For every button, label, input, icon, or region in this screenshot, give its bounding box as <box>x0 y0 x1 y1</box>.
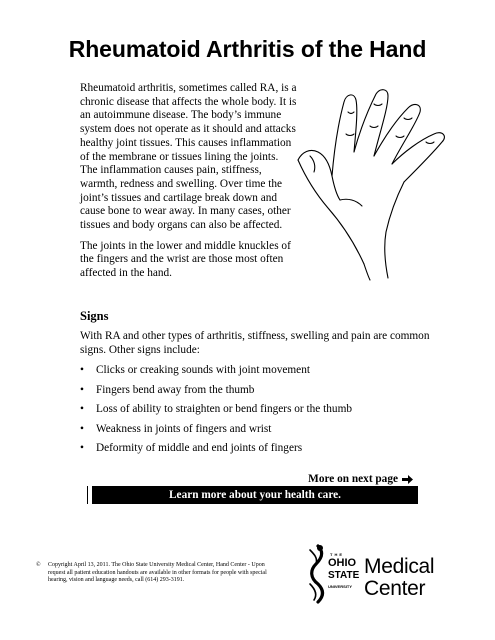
learn-more-banner: Learn more about your health care. <box>88 486 418 504</box>
intro-section <box>80 82 298 288</box>
list-item-text: Fingers bend away from the thumb <box>96 383 255 396</box>
logo-ohio: OHIO <box>328 557 357 569</box>
more-on-next-page <box>308 473 413 485</box>
list-item <box>80 403 440 423</box>
list-item <box>80 423 440 443</box>
copyright-notice <box>36 562 276 585</box>
bullet-icon: • <box>80 422 84 435</box>
intro-paragraph-1: Rheumatoid arthritis, sometimes called RA, is a chronic disease that affects the whole body. It is an autoimmune disease. The body’s immune system does not operate as it should and attacks healthy joint tissues. This causes inflammation of the membrane or tissues lining the joints. The inflammation causes pain, stiffness, warmth, redness and swelling. Over time the joint’s tissues and cartilage break down and cause bone to wear away. In many cases, other tissues and body organs can also be affected. <box>80 82 297 232</box>
list-item-text: Clicks or creaking sounds with joint movement <box>96 364 310 376</box>
copyright-text: Copyright April 13, 2011. The Ohio State University Medical Center, Hand Center - Upon request all patient education handouts are available in other formats for people with special hearing, vision and language needs, call (614) 293-3191. <box>48 562 267 584</box>
signs-list <box>80 364 440 462</box>
more-label: More on next page <box>308 473 398 485</box>
bullet-icon: • <box>80 442 84 454</box>
list-item-text: Deformity of middle and end joints of fingers <box>96 442 303 454</box>
list-item-text: Loss of ability to straighten or bend fingers or the thumb <box>96 403 353 415</box>
logo-wordmark <box>364 556 434 600</box>
logo-state: STATE <box>328 570 360 581</box>
medical-center-logo <box>304 544 444 604</box>
bullet-icon: • <box>80 383 84 396</box>
logo-the: THE <box>330 552 344 557</box>
logo-line-1: Medical <box>364 555 435 578</box>
list-item <box>80 384 440 404</box>
copyright-symbol: © <box>36 562 41 568</box>
arrow-right-icon <box>402 475 413 484</box>
bullet-icon: • <box>80 364 84 376</box>
bullet-icon: • <box>80 403 84 415</box>
signs-heading: Signs <box>80 309 109 323</box>
list-item-text: Weakness in joints of fingers and wrist <box>96 422 272 435</box>
signs-intro: With RA and other types of arthritis, stiffness, swelling and pain are common signs. Other signs include: <box>80 330 430 356</box>
page-title: Rheumatoid Arthritis of the Hand <box>68 36 427 62</box>
list-item <box>80 442 440 462</box>
logo-line-2: Center <box>364 577 426 600</box>
logo-university: UNIVERSITY <box>328 584 353 589</box>
intro-paragraph-2: The joints in the lower and middle knuckles of the fingers and the wrist are those most often affected in the hand. <box>80 239 291 280</box>
hand-illustration <box>292 82 482 282</box>
list-item <box>80 364 440 384</box>
